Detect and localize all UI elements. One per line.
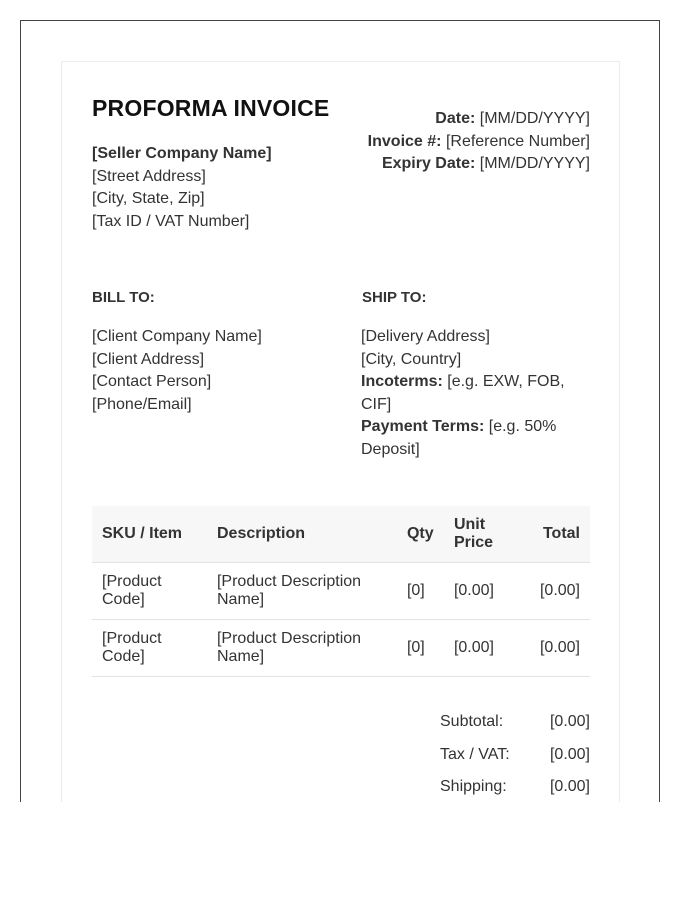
totals-block — [440, 713, 590, 811]
header-qty: Qty — [397, 506, 444, 563]
shipping-value: [0.00] — [549, 778, 590, 795]
cell-description: [Product Description Name] — [207, 620, 397, 677]
header-unit-price: Unit Price — [444, 506, 530, 563]
table-row — [92, 563, 590, 620]
payment-terms-label: Payment Terms: — [361, 418, 485, 435]
cell-total: [0.00] — [530, 563, 590, 620]
header-sku: SKU / Item — [92, 506, 207, 563]
header-description: Description — [207, 506, 397, 563]
payment-terms-value: [e.g. 50% Deposit] — [361, 418, 557, 458]
client-address: [Client Address] — [92, 350, 205, 368]
delivery-address: [Delivery Address] — [361, 328, 490, 345]
cell-total: [0.00] — [530, 620, 590, 677]
invoice-number-label: Invoice #: — [367, 132, 442, 150]
seller-street: [Street Address] — [92, 167, 206, 185]
seller-company: [Seller Company Name] — [92, 145, 272, 162]
tax-row — [440, 746, 590, 779]
shipping-row — [440, 778, 590, 811]
cell-sku: [Product Code] — [92, 563, 207, 620]
table-row — [92, 620, 590, 677]
invoice-number-line — [368, 131, 590, 154]
invoice-meta — [368, 108, 590, 176]
seller-city: [City, State, Zip] — [92, 190, 205, 207]
cell-sku: [Product Code] — [92, 620, 207, 677]
client-phone-email: [Phone/Email] — [92, 395, 192, 413]
expiry-date-value: [MM/DD/YYYY] — [479, 155, 590, 172]
payment-terms-line — [361, 416, 591, 461]
cell-unit-price: [0.00] — [444, 563, 530, 620]
client-company: [Client Company Name] — [92, 328, 262, 345]
ship-to-block — [361, 326, 591, 461]
seller-block — [92, 143, 272, 233]
tax-label: Tax / VAT: — [440, 745, 510, 763]
incoterms-label: Incoterms: — [361, 373, 443, 390]
date-value: [MM/DD/YYYY] — [479, 110, 590, 127]
ship-to-heading: SHIP TO: — [362, 289, 427, 306]
cell-description: [Product Description Name] — [207, 563, 397, 620]
header-total: Total — [530, 506, 590, 563]
subtotal-label: Subtotal: — [440, 713, 504, 730]
expiry-date-label: Expiry Date: — [381, 155, 476, 172]
incoterms-value: [e.g. EXW, FOB, CIF] — [361, 373, 565, 413]
seller-tax-id: [Tax ID / VAT Number] — [92, 212, 250, 230]
expiry-date-line — [368, 153, 590, 176]
cell-qty: [0] — [397, 620, 444, 677]
table-header-row — [92, 506, 590, 563]
invoice-number-value: [Reference Number] — [445, 132, 590, 150]
subtotal-row — [440, 713, 590, 746]
delivery-city: [City, Country] — [361, 350, 462, 368]
bill-to-block — [92, 326, 262, 416]
invoice-title: PROFORMA INVOICE — [92, 95, 330, 121]
date-label: Date: — [435, 110, 476, 127]
incoterms-line — [361, 371, 591, 416]
cell-qty: [0] — [397, 563, 444, 620]
shipping-label: Shipping: — [440, 778, 507, 795]
bill-to-heading: BILL TO: — [92, 289, 155, 306]
cell-unit-price: [0.00] — [444, 620, 530, 677]
date-line — [368, 108, 590, 131]
tax-value: [0.00] — [549, 745, 590, 763]
items-table — [92, 506, 590, 677]
subtotal-value: [0.00] — [549, 713, 590, 730]
client-contact: [Contact Person] — [92, 373, 212, 390]
